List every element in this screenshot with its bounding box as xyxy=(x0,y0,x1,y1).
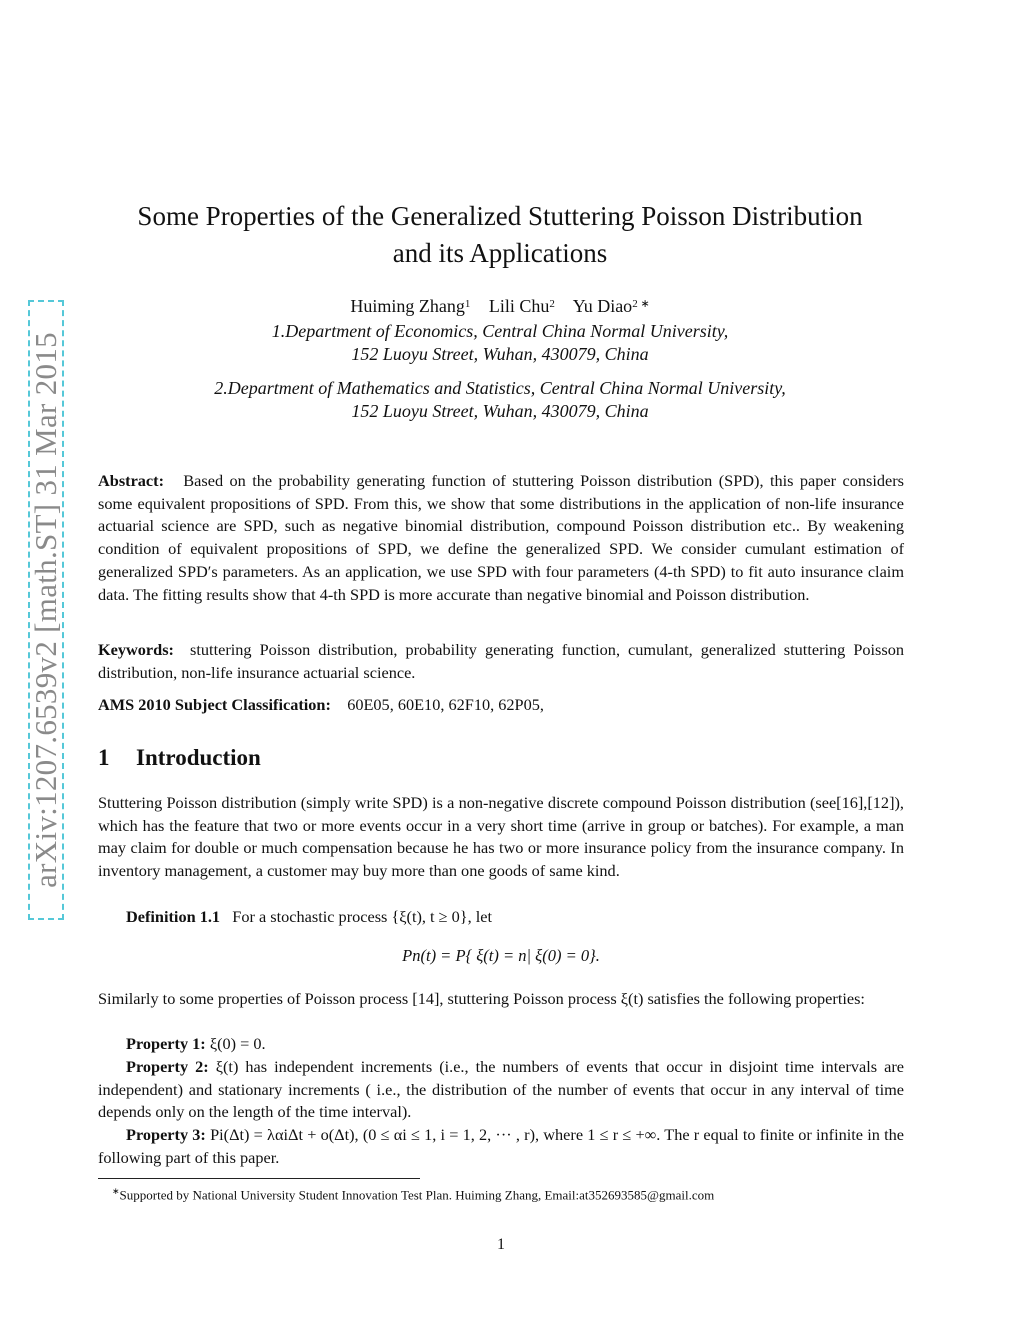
section-number: 1 xyxy=(98,745,110,770)
affiliation-line: 152 Luoyu Street, Wuhan, 430079, China xyxy=(351,344,649,364)
title-line-2: and its Applications xyxy=(392,238,608,268)
author-list xyxy=(98,294,902,318)
author-name: Huiming Zhang xyxy=(350,296,465,316)
affiliation-line: 2.Department of Mathematics and Statistics, Central China Normal University, xyxy=(214,378,786,398)
keywords-label: Keywords: xyxy=(98,640,174,659)
author-mark: 2 xyxy=(549,298,555,310)
author-name: Yu Diao xyxy=(572,296,633,316)
property-label: Property 3: xyxy=(126,1125,206,1144)
similarly-paragraph xyxy=(98,988,904,1011)
abstract-text: Based on the probability generating function of stuttering Poisson distribution (SPD), this paper considers some equivalent propositions of SPD. From this, we show that some distributions in the application of non-life insurance actuarial science are SPD, such as negative binomial distribution, compound Poisson distribution etc.. By weakening condition of equivalent propositions of SPD, we define the generalized SPD. We consider cumulant estimation of generalized SPD′s parameters. As an application, we use SPD with four parameters (4-th SPD) to fit auto insurance claim data. The fitting results show that 4-th SPD is more accurate than negative binomial and Poisson distribution. xyxy=(98,471,904,604)
author-name: Lili Chu xyxy=(488,296,550,316)
footnote-text: Supported by National University Student Innovation Test Plan. Huiming Zhang, Email:at352693585@gmail.com xyxy=(119,1187,715,1203)
title-line-1: Some Properties of the Generalized Stuttering Poisson Distribution xyxy=(137,201,863,231)
property-label: Property 1: xyxy=(126,1034,206,1053)
affiliation-2 xyxy=(98,377,902,423)
author-mark: 1 xyxy=(464,298,471,310)
page-number-text: 1 xyxy=(497,1236,505,1253)
affiliation-line: 1.Department of Economics, Central China Normal University, xyxy=(271,321,729,341)
ams-classification xyxy=(98,694,904,717)
property-text: Pi(Δt) = λαiΔt + o(Δt), (0 ≤ αi ≤ 1, i = 1, 2, ··· , r), where 1 ≤ r ≤ +∞. The r equal to finite or infinite in the following part of this paper. xyxy=(98,1125,904,1167)
page-number xyxy=(98,1236,904,1254)
affiliation-line: 152 Luoyu Street, Wuhan, 430079, China xyxy=(351,401,649,421)
affiliation-1 xyxy=(98,320,902,366)
abstract-label: Abstract: xyxy=(98,471,165,490)
keywords xyxy=(98,639,904,684)
definition-label: Definition 1.1 xyxy=(126,907,221,926)
footnote-rule xyxy=(98,1178,420,1179)
equation-pn xyxy=(98,946,904,966)
property-text: ξ(t) has independent increments (i.e., the numbers of events that occur in disjoint time intervals are independent) and stationary increments ( i.e., the distribution of the number of events that occur in any interval of time depends only on the length of the time interval). xyxy=(98,1057,904,1122)
arxiv-stamp xyxy=(28,300,64,920)
ams-label: AMS 2010 Subject Classification: xyxy=(98,695,331,714)
definition-1-1 xyxy=(98,906,904,929)
section-heading xyxy=(98,745,261,771)
section-title: Introduction xyxy=(136,745,261,770)
arxiv-stamp-text: arXiv:1207.6539v2 [math.ST] 31 Mar 2015 xyxy=(28,332,64,888)
property-label: Property 2: xyxy=(126,1057,209,1076)
abstract xyxy=(98,470,904,606)
equation-text: Pn(t) = P{ ξ(t) = n| ξ(0) = 0}. xyxy=(402,946,600,965)
ams-codes: 60E05, 60E10, 62F10, 62P05, xyxy=(347,695,544,714)
intro-text: Stuttering Poisson distribution (simply write SPD) is a non-negative discrete compound Poisson distribution (see[16],[12]), which has the feature that two or more events occur in a very short time (arrive in group or batches). For example, a man may claim for double or much compensation because he has two or more insurance policy from the insurance company. In inventory management, a customer may buy more than one goods of same kind. xyxy=(98,793,904,881)
keywords-text: stuttering Poisson distribution, probability generating function, cumulant, generalized stuttering Poisson distribution, non-life insurance actuarial science. xyxy=(98,640,905,682)
paper-title xyxy=(98,198,902,272)
property-1 xyxy=(98,1033,904,1056)
property-2 xyxy=(98,1056,904,1124)
footnote-mark: ∗ xyxy=(112,1186,120,1196)
definition-text: For a stochastic process {ξ(t), t ≥ 0}, let xyxy=(232,907,493,926)
author-mark: 2 ∗ xyxy=(632,298,650,310)
property-text: ξ(0) = 0. xyxy=(209,1034,266,1053)
footnote xyxy=(112,1183,912,1203)
property-3 xyxy=(98,1124,904,1169)
intro-paragraph xyxy=(98,792,904,883)
similarly-text: Similarly to some properties of Poisson process [14], stuttering Poisson process ξ(t) satisfies the following properties: xyxy=(98,989,865,1008)
